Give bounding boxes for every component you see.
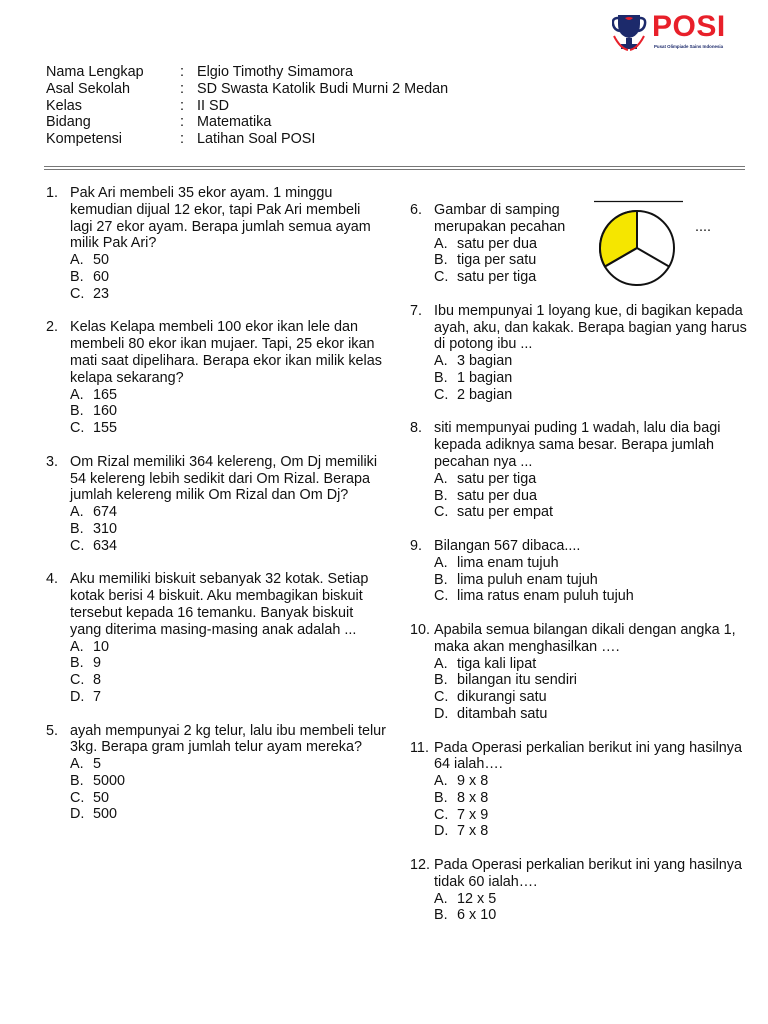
question-text: ayah mempunyai 2 kg telur, lalu ibu membeli telur 3kg. Berapa gram jumlah telur ayam mereka? xyxy=(70,722,386,756)
question-number: 9. xyxy=(410,537,423,554)
options-list xyxy=(70,504,386,554)
question-stem xyxy=(410,740,750,774)
info-label: Kelas xyxy=(46,97,82,114)
question-number: 3. xyxy=(46,453,59,470)
option-text: tiga per satu xyxy=(457,252,537,269)
answer-option[interactable] xyxy=(434,672,750,689)
question-text: Pada Operasi perkalian berikut ini yang hasilnya tidak 60 ialah…. xyxy=(434,857,742,890)
option-text: ditambah satu xyxy=(457,705,548,722)
option-text: 160 xyxy=(93,403,118,420)
option-text: 7 x 8 xyxy=(457,823,489,840)
question-stem xyxy=(46,185,386,252)
options-list xyxy=(70,387,386,437)
options-list xyxy=(70,252,386,302)
question-text: Pak Ari membeli 35 ekor ayam. 1 minggu kemudian dijual 12 ekor, tapi Pak Ari membeli lagi 27 ekor ayam. Berapa jumlah semua ayam milik Pak Ari? xyxy=(70,185,371,252)
option-text: satu per empat xyxy=(457,504,553,521)
answer-option[interactable] xyxy=(434,471,750,488)
option-text: 5 xyxy=(93,756,102,773)
option-text: 1 bagian xyxy=(457,369,513,386)
option-text: tiga kali lipat xyxy=(457,655,537,672)
option-text: 674 xyxy=(93,504,118,521)
option-letter: B. xyxy=(70,268,84,285)
question-7 xyxy=(410,303,750,404)
options-list xyxy=(70,639,386,706)
option-text: 2 bagian xyxy=(457,386,513,403)
option-letter: B. xyxy=(70,655,84,672)
info-row xyxy=(46,98,448,115)
option-letter: A. xyxy=(70,504,84,521)
option-letter: D. xyxy=(70,688,85,705)
info-row xyxy=(46,64,448,81)
answer-option[interactable] xyxy=(70,689,386,706)
answer-option[interactable] xyxy=(434,689,750,706)
option-letter: C. xyxy=(434,806,449,823)
question-stem xyxy=(410,622,750,656)
answer-option[interactable] xyxy=(434,790,750,807)
fraction-circle-figure xyxy=(592,200,684,286)
question-9 xyxy=(410,538,750,605)
answer-option[interactable] xyxy=(70,538,386,555)
answer-option[interactable] xyxy=(70,387,386,404)
question-text: Apabila semua bilangan dikali dengan angka 1, maka akan menghasilkan …. xyxy=(434,621,736,655)
answer-option[interactable] xyxy=(70,252,386,269)
answer-option[interactable] xyxy=(434,807,750,824)
option-text: bilangan itu sendiri xyxy=(457,672,578,689)
option-letter: C. xyxy=(70,672,85,689)
option-letter: A. xyxy=(434,554,448,571)
question-stem xyxy=(46,571,386,638)
fraction-circle-icon xyxy=(592,200,684,286)
option-text: 634 xyxy=(93,537,118,554)
answer-option[interactable] xyxy=(434,387,750,404)
student-info xyxy=(46,64,448,148)
logo-tagline: Pusat Olimpiade Sains Indonesia xyxy=(654,44,724,49)
question-stem xyxy=(410,857,750,891)
option-letter: C. xyxy=(70,420,85,437)
question-text: siti mempunyai puding 1 wadah, lalu dia bagi kepada adiknya sama besar. Berapa jumlah pecahan nya ... xyxy=(434,420,721,470)
option-letter: C. xyxy=(70,285,85,302)
options-list xyxy=(434,891,750,925)
question-number: 2. xyxy=(46,319,59,336)
question-text: Bilangan 567 dibaca.... xyxy=(434,537,581,554)
option-text: 12 x 5 xyxy=(457,890,497,907)
option-text: 23 xyxy=(93,285,110,302)
question-1 xyxy=(46,185,386,303)
answer-option[interactable] xyxy=(434,572,750,589)
option-letter: B. xyxy=(434,571,448,588)
option-letter: A. xyxy=(434,890,448,907)
option-text: lima ratus enam puluh tujuh xyxy=(457,588,634,605)
answer-option[interactable] xyxy=(70,269,386,286)
info-colon: : xyxy=(180,114,184,131)
option-text: lima puluh enam tujuh xyxy=(457,571,598,588)
question-5 xyxy=(46,723,386,824)
info-row xyxy=(46,131,448,148)
answer-option[interactable] xyxy=(70,420,386,437)
option-text: dikurangi satu xyxy=(457,689,547,706)
answer-option[interactable] xyxy=(434,555,750,572)
question-number: 1. xyxy=(46,185,59,201)
option-letter: D. xyxy=(434,823,449,840)
answer-option[interactable] xyxy=(70,639,386,656)
options-list xyxy=(434,353,750,403)
answer-option[interactable] xyxy=(434,907,750,924)
option-text: 3 bagian xyxy=(457,353,513,370)
option-letter: B. xyxy=(434,369,448,386)
option-text: satu per dua xyxy=(457,235,538,252)
question-10 xyxy=(410,622,750,723)
question-number: 5. xyxy=(46,722,59,739)
info-colon: : xyxy=(180,80,184,97)
option-text: 10 xyxy=(93,638,110,655)
options-list xyxy=(434,555,750,605)
option-text: 8 x 8 xyxy=(457,789,489,806)
answer-option[interactable] xyxy=(434,504,750,521)
answer-option[interactable] xyxy=(434,823,750,840)
header-rule-top xyxy=(44,166,745,167)
option-letter: A. xyxy=(434,353,448,370)
info-row xyxy=(46,81,448,98)
q6-blank-dots: .... xyxy=(695,219,711,235)
option-letter: B. xyxy=(70,403,84,420)
info-label: Nama Lengkap xyxy=(46,64,144,80)
option-text: 6 x 10 xyxy=(457,907,497,924)
option-text: 9 x 8 xyxy=(457,773,489,790)
option-text: 50 xyxy=(93,252,110,269)
options-list xyxy=(70,756,386,823)
posi-logo xyxy=(612,10,742,54)
option-text: 500 xyxy=(93,806,118,823)
info-value: SD Swasta Katolik Budi Murni 2 Medan xyxy=(197,80,449,97)
question-number: 7. xyxy=(410,302,423,319)
question-stem xyxy=(410,538,750,555)
option-letter: B. xyxy=(434,252,448,269)
question-stem xyxy=(410,303,750,353)
answer-option[interactable] xyxy=(70,504,386,521)
answer-option[interactable] xyxy=(70,790,386,807)
option-letter: A. xyxy=(70,252,84,269)
option-text: 155 xyxy=(93,420,118,437)
question-4 xyxy=(46,571,386,705)
question-stem xyxy=(46,454,386,504)
option-text: satu per tiga xyxy=(457,269,537,286)
option-letter: A. xyxy=(70,638,84,655)
answer-option[interactable] xyxy=(70,806,386,823)
question-number: 12. xyxy=(410,857,431,874)
header-rule-bottom xyxy=(44,169,745,170)
question-text: Gambar di samping merupakan pecahan xyxy=(434,202,566,235)
question-number: 10. xyxy=(410,621,431,638)
option-letter: A. xyxy=(434,655,448,672)
question-3 xyxy=(46,454,386,555)
option-letter: A. xyxy=(434,470,448,487)
question-text: Kelas Kelapa membeli 100 ekor ikan lele dan membeli 80 ekor ikan mujaer. Tapi, 25 ekor ikan mati saat dipelihara. Berapa ekor ikan milik kelas kelapa sekarang? xyxy=(70,319,382,386)
option-text: 50 xyxy=(93,789,110,806)
option-letter: A. xyxy=(70,756,84,773)
option-text: 9 xyxy=(93,655,102,672)
info-value: Latihan Soal POSI xyxy=(197,131,316,148)
option-letter: A. xyxy=(434,235,448,252)
answer-option[interactable] xyxy=(434,706,750,723)
option-letter: B. xyxy=(434,487,448,504)
option-text: 165 xyxy=(93,386,118,403)
question-2 xyxy=(46,319,386,437)
answer-option[interactable] xyxy=(434,656,750,673)
questions-left-column xyxy=(46,185,386,840)
options-list xyxy=(434,773,750,840)
option-letter: A. xyxy=(434,773,448,790)
answer-option[interactable] xyxy=(434,488,750,505)
info-label: Bidang xyxy=(46,114,91,131)
option-letter: C. xyxy=(434,386,449,403)
question-number: 8. xyxy=(410,420,423,437)
answer-option[interactable] xyxy=(434,353,750,370)
option-letter: C. xyxy=(434,504,449,521)
option-text: lima enam tujuh xyxy=(457,554,559,571)
answer-option[interactable] xyxy=(70,756,386,773)
question-stem xyxy=(46,723,386,757)
option-letter: C. xyxy=(434,269,449,286)
info-colon: : xyxy=(180,131,184,148)
info-value: Matematika xyxy=(197,114,272,131)
option-text: 60 xyxy=(93,268,110,285)
option-letter: B. xyxy=(70,520,84,537)
info-colon: : xyxy=(180,97,184,114)
question-12 xyxy=(410,857,750,924)
question-text: Ibu mempunyai 1 loyang kue, di bagikan kepada ayah, aku, dan kakak. Berapa bagian yang harus di potong ibu ... xyxy=(434,302,747,353)
question-11 xyxy=(410,740,750,841)
answer-option[interactable] xyxy=(70,403,386,420)
option-letter: C. xyxy=(70,537,85,554)
logo-text: POSI xyxy=(652,10,726,43)
question-text: Om Rizal memiliki 364 kelereng, Om Dj memiliki 54 kelereng lebih sedikit dari Om Rizal. Berapa jumlah kelereng milik Om Rizal dan Om Dj? xyxy=(70,453,378,504)
option-letter: B. xyxy=(434,907,448,924)
info-row xyxy=(46,114,448,131)
option-letter: A. xyxy=(70,386,84,403)
option-text: 8 xyxy=(93,672,102,689)
option-text: 310 xyxy=(93,520,118,537)
options-list xyxy=(434,656,750,723)
question-text: Aku memiliki biskuit sebanyak 32 kotak. Setiap kotak berisi 4 biskuit. Aku membagikan biskuit tersebut kepada 16 temanku. Banyak biskuit yang diterima masing-masing anak adalah ... xyxy=(70,571,369,638)
option-text: 7 x 9 xyxy=(457,806,489,823)
answer-option[interactable] xyxy=(70,286,386,303)
answer-option[interactable] xyxy=(70,655,386,672)
question-stem xyxy=(46,319,386,386)
option-text: satu per dua xyxy=(457,487,538,504)
option-letter: D. xyxy=(434,705,449,722)
option-letter: B. xyxy=(434,672,448,689)
info-colon: : xyxy=(180,64,184,80)
answer-option[interactable] xyxy=(70,773,386,790)
info-value: II SD xyxy=(197,97,229,114)
option-letter: D. xyxy=(70,806,85,823)
question-stem xyxy=(410,420,750,470)
question-6 xyxy=(410,202,750,286)
question-number: 4. xyxy=(46,571,59,588)
option-text: 5000 xyxy=(93,772,126,789)
question-number: 11. xyxy=(410,739,429,756)
option-letter: C. xyxy=(434,588,449,605)
option-letter: C. xyxy=(70,789,85,806)
question-8 xyxy=(410,420,750,521)
option-letter: B. xyxy=(70,772,84,789)
answer-option[interactable] xyxy=(434,891,750,908)
option-text: satu per tiga xyxy=(457,470,537,487)
info-value: Elgio Timothy Simamora xyxy=(197,64,353,80)
options-list xyxy=(434,471,750,521)
answer-option[interactable] xyxy=(434,370,750,387)
option-text: 7 xyxy=(93,688,102,705)
question-text: Pada Operasi perkalian berikut ini yang hasilnya 64 ialah…. xyxy=(434,739,742,773)
info-label: Asal Sekolah xyxy=(46,80,130,97)
info-label: Kompetensi xyxy=(46,131,122,148)
questions-right-column xyxy=(410,202,750,941)
answer-option[interactable] xyxy=(434,588,750,605)
question-number: 6. xyxy=(410,202,423,218)
answer-option[interactable] xyxy=(434,773,750,790)
option-letter: B. xyxy=(434,789,448,806)
option-letter: C. xyxy=(434,689,449,706)
answer-option[interactable] xyxy=(70,521,386,538)
answer-option[interactable] xyxy=(70,672,386,689)
